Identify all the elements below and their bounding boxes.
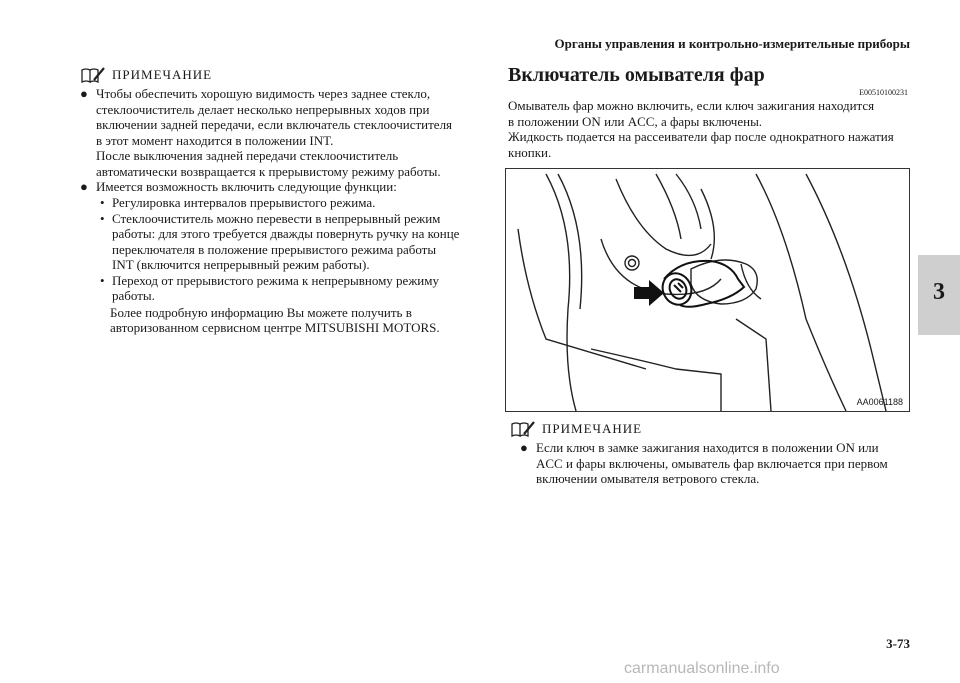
- left-note-bullet-2: [80, 179, 480, 195]
- right-note-bullet-1: [510, 440, 910, 487]
- page-number: 3-73: [886, 636, 910, 651]
- text-line: в положении ON или ACC, а фары включены.: [508, 113, 763, 129]
- headlamp-washer-figure: [505, 168, 910, 412]
- chapter-tab: [918, 255, 960, 335]
- sub-bullet-icon: •: [100, 195, 105, 210]
- page-header: Органы управления и контрольно-измерительные приборы: [554, 36, 910, 51]
- text-line: автоматически возвращается к прерывистому режиму работы.: [96, 163, 441, 179]
- text-line: авторизованном сервисном центре MITSUBISHI MOTORS.: [110, 320, 440, 335]
- left-note-sub-1: [80, 195, 480, 211]
- figure-caption: AA0061188: [856, 397, 903, 407]
- text-line: кнопки.: [508, 144, 552, 160]
- text-line: в этот момент находится в положении INT.: [96, 132, 334, 148]
- sub-bullet-icon: •: [100, 272, 105, 288]
- section-title: Включатель омывателя фар: [508, 64, 765, 86]
- text-line: Если ключ в замке зажигания находится в положении ON или: [536, 440, 879, 455]
- left-note-sub-2: [80, 211, 480, 273]
- left-note-heading-text: ПРИМЕЧАНИЕ: [112, 67, 213, 82]
- text-line: работы.: [112, 288, 155, 303]
- text-line: включении омывателя ветрового стекла.: [536, 471, 760, 486]
- text-line: Стеклоочиститель можно перевести в непрерывный режим: [112, 210, 441, 226]
- text-line: ACC и фары включены, омыватель фар включается при первом: [536, 455, 888, 471]
- text-line: Чтобы обеспечить хорошую видимость через заднее стекло,: [96, 86, 431, 101]
- text-line: INT (включится непрерывный режим работы).: [112, 257, 370, 272]
- right-note-heading-text: ПРИМЕЧАНИЕ: [542, 421, 643, 436]
- text-line: Омыватель фар можно включить, если ключ зажигания находится: [508, 98, 875, 113]
- bullet-dot-icon: ●: [80, 179, 88, 194]
- text-line: После выключения задней передачи стеклоочиститель: [96, 148, 399, 163]
- watermark: carmanualsonline.info: [624, 660, 780, 677]
- arrow-icon: [634, 280, 664, 306]
- section-body: [508, 98, 913, 160]
- text-line: Переход от прерывистого режима к непрерывному режиму: [112, 272, 439, 288]
- note-pencil-icon: [510, 420, 536, 438]
- section-code: E00510100231: [859, 88, 908, 97]
- note-pencil-icon: [80, 66, 106, 84]
- sub-bullet-icon: •: [100, 210, 105, 226]
- text-line: работы: для этого требуется дважды повернуть ручку на конце: [112, 226, 460, 241]
- text-line: Более подробную информацию Вы можете получить в: [110, 304, 412, 320]
- text-line: стеклоочиститель делает несколько непрерывных ходов при: [96, 101, 430, 117]
- text-line: Имеется возможность включить следующие функции:: [96, 179, 397, 194]
- text-line: Регулировка интервалов прерывистого режима.: [112, 195, 376, 210]
- text-line: включении задней передачи, если включатель стеклоочистителя: [96, 117, 453, 132]
- right-note: [510, 420, 910, 487]
- left-note-sub-3: [80, 273, 480, 304]
- bullet-dot-icon: ●: [520, 440, 528, 455]
- text-line: Жидкость подается на рассеиватели фар после однократного нажатия: [508, 129, 894, 144]
- left-note-bullet-1: [80, 86, 480, 179]
- left-note-footer: [80, 305, 480, 336]
- left-note: [80, 66, 480, 336]
- bullet-dot-icon: ●: [80, 86, 88, 101]
- steering-column-illustration: [506, 169, 909, 411]
- text-line: переключателя в положение прерывистого режима работы: [112, 241, 437, 257]
- right-note-heading: [510, 420, 910, 438]
- chapter-tab-number: 3: [933, 279, 945, 305]
- left-note-heading: [80, 66, 480, 84]
